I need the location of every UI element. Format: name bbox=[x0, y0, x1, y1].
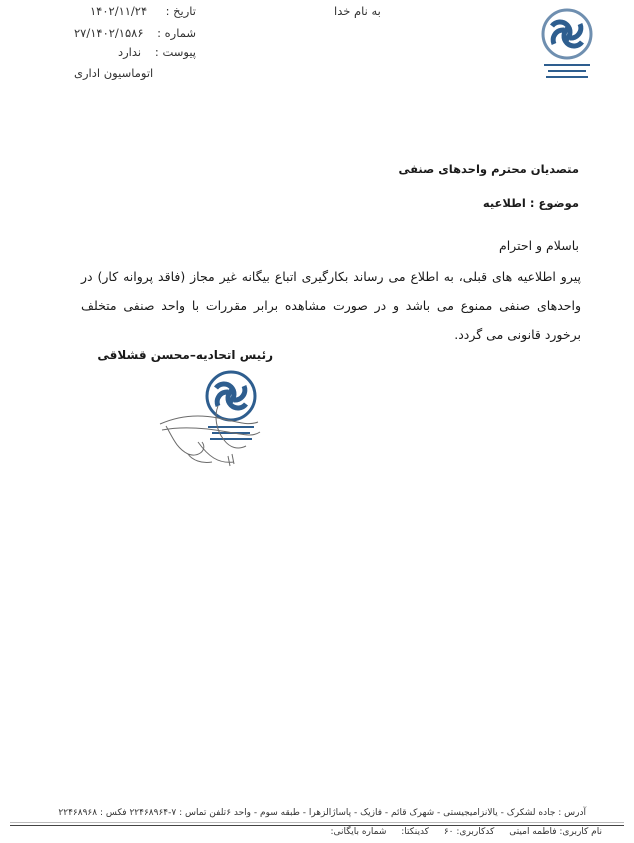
date-row bbox=[80, 4, 196, 20]
footer-user-code: کدکاربری: ۶۰ bbox=[443, 827, 495, 837]
recipient-line: متصدیان محترم واحدهای صنفی bbox=[398, 162, 579, 176]
footer-postal-code: کدینکتا: bbox=[401, 827, 429, 837]
handwritten-signature-icon bbox=[158, 396, 262, 470]
footer-divider bbox=[10, 825, 624, 826]
footer-meta bbox=[318, 827, 602, 837]
date-label: تاریخ : bbox=[165, 4, 196, 18]
letter-body: پیرو اطلاعیه های قبلی، به اطلاع می رساند بکارگیری اتباع بیگانه غیر مجاز (فاقد پروانه کار) در واحدهای صنفی ممنوع می باشد و در صورت مشاهده برابر مقررات با واحد صنفی متخلف برخورد قانونی می گردد. bbox=[81, 269, 581, 342]
attachment-value: ندارد bbox=[118, 45, 142, 59]
number-label: شماره : bbox=[157, 26, 196, 40]
footer-archive-number: شماره بایگانی: bbox=[330, 827, 387, 837]
number-row bbox=[74, 26, 196, 42]
footer-divider-light bbox=[10, 822, 624, 823]
footer-address: آدرس : جاده لشکرک - یالانزامیجیستی - شهرک قائم - فازیک - پاساژالزهرا - طبقه سوم - واحد ۶تلفن تماس : ۷-۲۲۴۶۸۹۶۴ فکس : ۲۲۴۶۸۹۶۸ bbox=[58, 808, 586, 818]
footer-operator: نام کاربری: فاطمه امیتی bbox=[509, 827, 602, 837]
greeting: باسلام و احترام bbox=[498, 238, 579, 253]
union-logo-icon bbox=[532, 4, 602, 92]
attachment-row bbox=[100, 45, 196, 61]
basmala: به نام خدا bbox=[334, 4, 381, 18]
signer-name: رئیس اتحادیه–محسن قشلاقی bbox=[97, 348, 273, 362]
date-value: ۱۴۰۲/۱۱/۲۴ bbox=[90, 4, 148, 18]
department-label: اتوماسیون اداری bbox=[74, 66, 154, 80]
attachment-label: پیوست : bbox=[154, 45, 196, 59]
number-value: ۲۷/۱۴۰۲/۱۵۸۶ bbox=[74, 26, 144, 40]
subject-line: موضوع : اطلاعیه bbox=[482, 196, 579, 210]
